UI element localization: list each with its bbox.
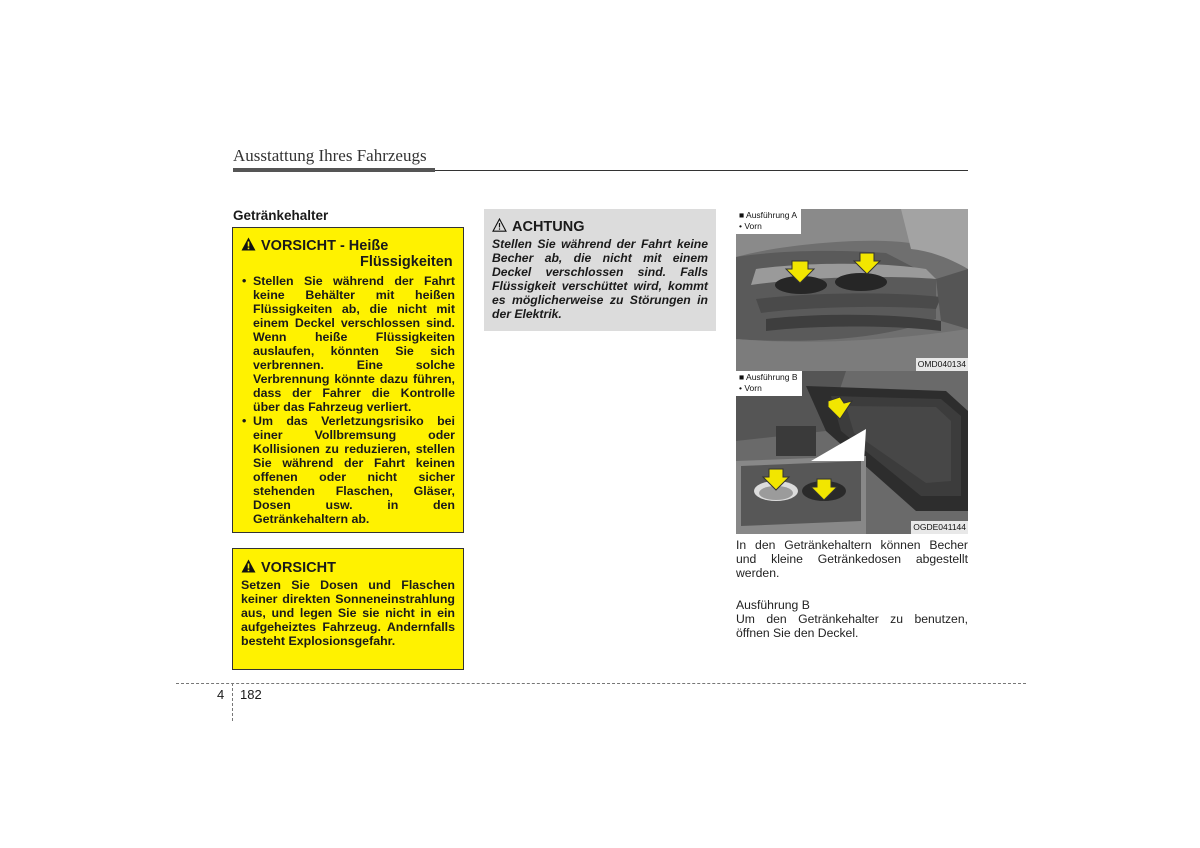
caution-sun-body: Setzen Sie Dosen und Flaschen keiner direkten Sonneneinstrahlung aus, und legen Sie sie nicht in ein aufgeheiztes Fahrzeug. Andernfalls besteht Explosionsgefahr. xyxy=(241,578,455,648)
header-rule-accent xyxy=(233,168,435,172)
caution-sun-title-row xyxy=(241,559,336,576)
body-paragraph: Um den Getränkehalter zu benutzen, öffnen Sie den Deckel. xyxy=(736,612,968,640)
photo-a-variant: ■ Ausführung A xyxy=(739,210,798,220)
caution-hot-title xyxy=(241,237,388,254)
notice-body: Stellen Sie während der Fahrt keine Becher ab, die nicht mit einem Deckel verschlossen sind. Falls Flüssigkeit verschüttet wird, kommt es möglicherweise zu Störungen in der Elektrik. xyxy=(492,237,708,321)
body-text-block xyxy=(736,538,968,640)
caution-sun-box xyxy=(232,548,464,670)
photo-a-position: • Vorn xyxy=(739,221,762,231)
caution-hot-title-line1: VORSICHT - Heiße xyxy=(261,238,389,254)
photo-b-code: OGDE041144 xyxy=(913,522,966,532)
caution-hot-item: • Um das Verletzungsrisiko bei einer Vollbremsung oder Kollisionen zu reduzieren, stellen Sie während der Fahrt keinen offenen oder nicht sicher stehenden Flaschen, Gläser, Dosen usw. in den Getränkehaltern ab. xyxy=(241,414,455,526)
notice-box xyxy=(484,209,716,331)
photo-a-code: OMD040134 xyxy=(917,359,966,369)
footer-divider xyxy=(232,683,233,721)
caution-hot-item: • Stellen Sie während der Fahrt keine Behälter mit heißen Flüssigkeiten ab, die nicht mit einem Deckel verschlossen sind. Wenn heiße Flüssigkeiten auslaufen, könnten Sie sich verbrennen. Eine solche Verbrennung könnte dazu führen, dass der Fahrer die Kontrolle über das Fahrzeug verliert. xyxy=(241,274,455,414)
page-number: 182 xyxy=(240,687,262,702)
cup-holder-photo-variant-a xyxy=(736,209,968,371)
body-paragraph: In den Getränkehaltern können Becher und kleine Getränkedosen abgestellt werden. xyxy=(736,538,968,580)
warning-triangle-icon xyxy=(241,237,256,251)
caution-sun-title: VORSICHT xyxy=(261,560,336,576)
photo-b-position: • Vorn xyxy=(739,383,762,393)
running-header: Ausstattung Ihres Fahrzeugs xyxy=(233,146,427,165)
cup-holder-photo-variant-b xyxy=(736,371,968,534)
photo-a-label xyxy=(736,209,801,234)
caution-hot-title-line2: Flüssigkeiten xyxy=(360,254,453,270)
photo-b-variant: ■ Ausführung B xyxy=(739,372,798,382)
footer-rule xyxy=(176,683,1026,684)
caution-hot-liquids-box xyxy=(232,227,464,533)
notice-title-row xyxy=(492,218,585,235)
chapter-number: 4 xyxy=(217,687,225,702)
photo-b-label xyxy=(736,371,802,396)
header-rule xyxy=(435,170,968,171)
notice-triangle-icon xyxy=(492,218,507,232)
notice-title: ACHTUNG xyxy=(512,219,585,235)
section-heading: Getränkehalter xyxy=(233,208,329,223)
warning-triangle-icon xyxy=(241,559,256,573)
body-variant-label: Ausführung B xyxy=(736,598,810,612)
caution-hot-list xyxy=(241,274,455,526)
